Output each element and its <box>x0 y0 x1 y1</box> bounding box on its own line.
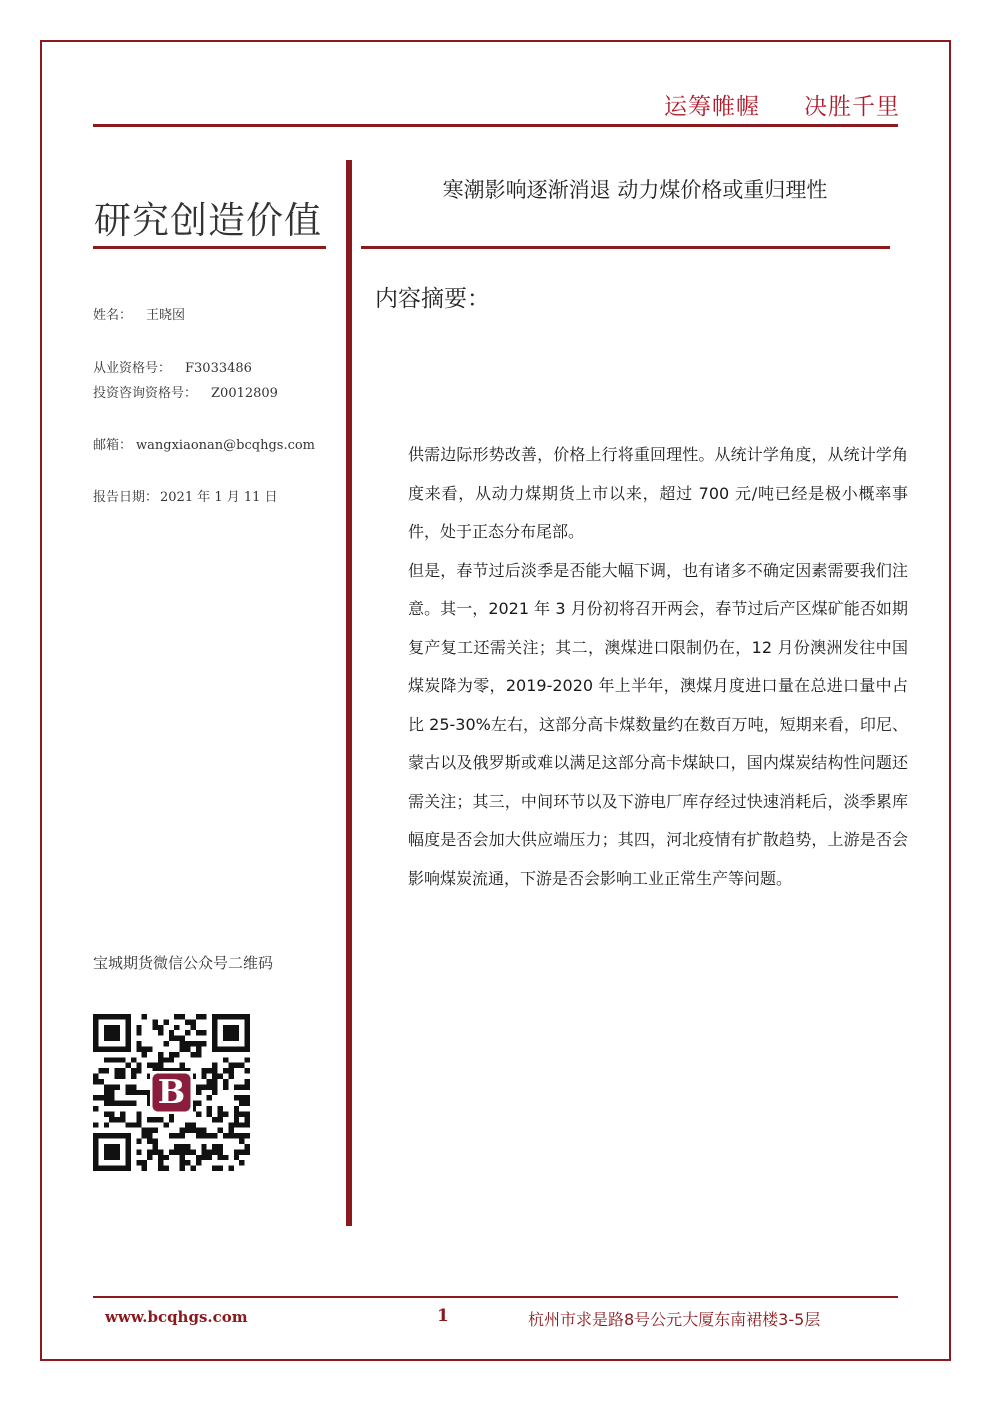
header-rule <box>93 124 898 127</box>
author-name-row <box>93 304 185 323</box>
report-date-row <box>93 486 278 505</box>
qualification-number: F3033486 <box>185 361 252 376</box>
footer-website-link[interactable]: www.bcqhgs.com <box>105 1308 248 1326</box>
invest-qualification-number: Z0012809 <box>211 386 278 401</box>
brand-tagline: 研究创造价值 <box>94 199 322 242</box>
wechat-qr-code <box>93 1014 250 1171</box>
slogan-left: 运筹帷幄 <box>664 94 760 120</box>
invest-qualification-label: 投资咨询资格号： <box>93 386 198 401</box>
report-title: 寒潮影响逐渐消退 动力煤价格或重归理性 <box>442 178 828 202</box>
qr-caption: 宝城期货微信公众号二维码 <box>93 954 274 972</box>
header-slogan <box>600 88 900 122</box>
author-name: 王晓囡 <box>146 308 186 323</box>
footer-rule <box>93 1296 898 1298</box>
email-label: 邮箱： <box>93 438 133 453</box>
page-number: 1 <box>437 1306 449 1326</box>
footer-address: 杭州市求是路8号公元大厦东南裙楼3-5层 <box>528 1310 821 1329</box>
email-row <box>93 434 315 453</box>
qr-logo: B <box>157 1072 186 1111</box>
report-date-label: 报告日期： <box>93 490 159 505</box>
invest-qualification-row <box>93 382 278 401</box>
qualification-row <box>93 357 252 376</box>
abstract-body <box>408 436 908 898</box>
qualification-label: 从业资格号： <box>93 361 172 376</box>
abstract-heading: 内容摘要： <box>375 286 490 312</box>
author-name-label: 姓名： <box>93 308 133 323</box>
abstract-paragraph: 但是，春节过后淡季是否能大幅下调，也有诸多不确定因素需要我们注意。其一，2021 年 3 月份初将召开两会，春节过后产区煤矿能否如期复产复工还需关注；其二，澳煤进口限制仍在，12 月份澳洲发往中国煤炭降为零，2019-2020 年上半年，澳煤月度进口量在总进口量中占比 25-30%左右，这部分高卡煤数量约在数百万吨，短期来看，印尼、蒙古以及俄罗斯或难以满足这部分高卡煤缺口，国内煤炭结构性问题还需关注；其三，中间环节以及下游电厂库存经过快速消耗后，淡季累库幅度是否会加大供应端压力；其四，河北疫情有扩散趋势，上游是否会影响煤炭流通，下游是否会影响工业正常生产等问题。 <box>408 560 908 888</box>
email-address[interactable]: wangxiaonan@bcqhgs.com <box>136 438 316 453</box>
abstract-paragraph: 供需边际形势改善，价格上行将重回理性。从统计学角度，从统计学角度来看，从动力煤期货上市以来，超过 700 元/吨已经是极小概率事件，处于正态分布尾部。 <box>408 445 908 541</box>
title-rule <box>361 246 890 249</box>
column-divider <box>346 160 352 1226</box>
brand-rule <box>93 246 326 249</box>
slogan-right: 决胜千里 <box>804 94 900 120</box>
report-date: 2021 年 1 月 11 日 <box>160 490 278 505</box>
